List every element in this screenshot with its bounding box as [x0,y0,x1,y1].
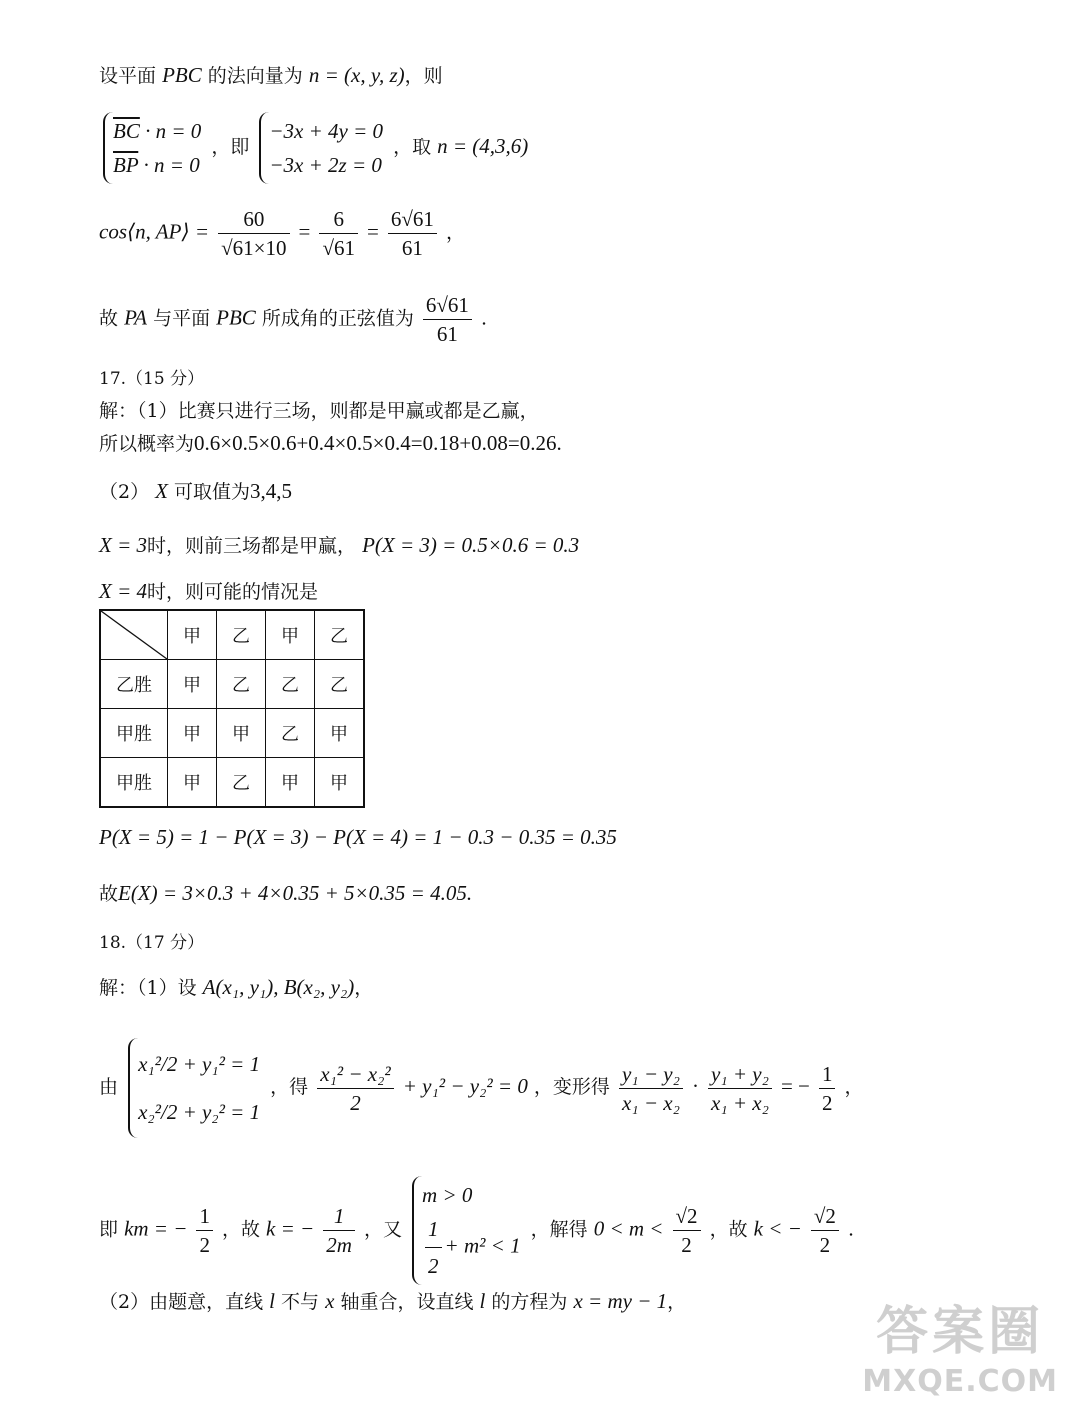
row-label: 甲胜 [100,758,168,808]
table-cell: 甲 [315,709,365,758]
watermark-top-text: 答案圈 [876,1302,1045,1362]
text-line-normal-vector: 设平面 PBC 的法向量为 n = (x, y, z)，则 [99,63,443,87]
fraction: $\frac{√2}{2}$ [811,1203,839,1258]
conclusion-line: 故 PA 与平面 PBC 所成角的正弦值为 $\frac{6√61}{61}$ . [99,293,488,346]
table-row [100,758,364,808]
q17-part1-text: 解：（1）比赛只进行三场，则都是甲赢或都是乙赢， [99,400,539,422]
brace-system-m: m > 0 $\frac{1}{2}$ + m² < 1 [412,1176,521,1285]
q18-k-range-line: 即 km = − $\frac{1}{2}$ ，故 k = − $\frac{1}{2m}$ ，又 m > 0 $\frac{1}{2}$ + m² < 1 ，解得 0 < m < $\frac{√2}{2}$ ，故 k < − $\frac{√2}{2}$ . [99,1176,854,1285]
table-cell: 乙 [266,660,315,709]
fraction: $\frac{√2}{2}$ [673,1203,701,1258]
diagonal-line-icon [101,611,167,659]
q17-probability-line: 所以概率为0.6×0.5×0.6+0.4×0.5×0.4=0.18+0.08=0.26. [99,431,562,455]
table-cell: 甲 [168,709,217,758]
table-cell: 乙 [315,610,365,660]
brace-system-ellipse: x₁²/2 + y₁² = 1 x₂²/2 + y₂² = 1 [128,1038,260,1138]
q17-x3-line: X = 3时，则前三场都是甲赢， P(X = 3) = 0.5×0.6 = 0.3 [99,533,580,557]
table-header-row [100,610,364,660]
fraction: $\frac{6}{√61}$ [319,206,358,261]
fraction: $\frac{\text{x₁² − x₂²}}{2}$ [317,1061,394,1116]
fraction: $\frac{6√61}{61}$ [423,292,472,347]
fraction: $\frac{\text{y₁ − y₂}}{\text{x₁ − x₂}}$ [619,1061,683,1116]
fraction: $\frac{\text{y₁ + y₂}}{\text{x₁ + x₂}}$ [708,1061,772,1116]
table-cell: 甲 [168,660,217,709]
table-row [100,709,364,758]
table-cell: 甲 [266,758,315,808]
table-cell: 甲 [168,610,217,660]
q17-x5-line: P(X = 5) = 1 − P(X = 3) − P(X = 4) = 1 − 0.3 − 0.35 = 0.35 [99,825,617,849]
table-cell: 乙 [266,709,315,758]
watermark-logo [862,1289,1058,1399]
q18-part2-line: （2）由题意，直线 l 不与 x 轴重合，设直线 l 的方程为 x = my − 1， [99,1289,687,1313]
brace-system-vectors: $\overline{BC} \cdot n = 0$ $\overline{BP} \cdot n = 0$ [103,112,201,184]
outcome-table [99,609,365,808]
fraction: $\frac{1}{2m}$ [323,1203,355,1258]
diagonal-header-cell [100,610,168,660]
table-cell: 乙 [217,758,266,808]
table-row [100,660,364,709]
table-cell: 乙 [217,660,266,709]
table-cell: 甲 [168,758,217,808]
table-cell: 甲 [266,610,315,660]
q18-part1-setup: 解：（1）设 A(x₁, y₁), B(x₂, y₂)， [99,975,374,999]
q17-x4-line: X = 4时，则可能的情况是 [99,579,319,603]
fraction: $\frac{1}{2}$ [425,1212,442,1283]
row-label: 乙胜 [100,660,168,709]
fraction: $\frac{1}{2}$ [819,1061,836,1116]
question-17-heading: 17.（15 分） [99,369,205,389]
q17-part2-values: （2） X 可取值为3,4,5 [99,479,293,503]
q18-ellipse-system-line: 由 x₁²/2 + y₁² = 1 x₂²/2 + y₂² = 1 ，得 $\frac{\text{x₁² − x₂²}}{2}$ + y₁² − y₂² = 0 ，变形得 $\frac{\text{y₁ − y₂}}{\text{x₁ − x₂}}$ · $\frac{\text{y₁ + y₂}}{\text{x₁ + x₂}}$ = − $\frac{1}{2}$ ， [99,1038,864,1138]
cosine-equation: cos⟨n, AP⟩ = $\frac{60}{√61\times 10}$ = $\frac{6}{√61}$ = $\frac{6√61}{61}$ ， [99,207,465,260]
watermark-url-text: MXQE.COM [862,1364,1058,1399]
question-18-heading: 18.（17 分） [99,933,205,953]
table-cell: 甲 [217,709,266,758]
row-label: 甲胜 [100,709,168,758]
fraction: $\frac{6√61}{61}$ [388,206,437,261]
fraction: $\frac{1}{2}$ [196,1203,213,1258]
q17-expectation-line: 故E(X) = 3×0.3 + 4×0.35 + 5×0.35 = 4.05. [99,881,473,905]
table-cell: 乙 [315,660,365,709]
brace-system-linear: −3x + 4y = 0 −3x + 2z = 0 [259,112,383,184]
equation-system-normal: $\overline{BC} \cdot n = 0$ $\overline{BP} \cdot n = 0$ ，即 −3x + 4y = 0 −3x + 2z = 0 ，取 n = (4,3,6) [99,112,528,184]
table-cell: 乙 [217,610,266,660]
fraction: $\frac{60}{√61\times 10}$ [218,206,289,261]
table-cell: 甲 [315,758,365,808]
